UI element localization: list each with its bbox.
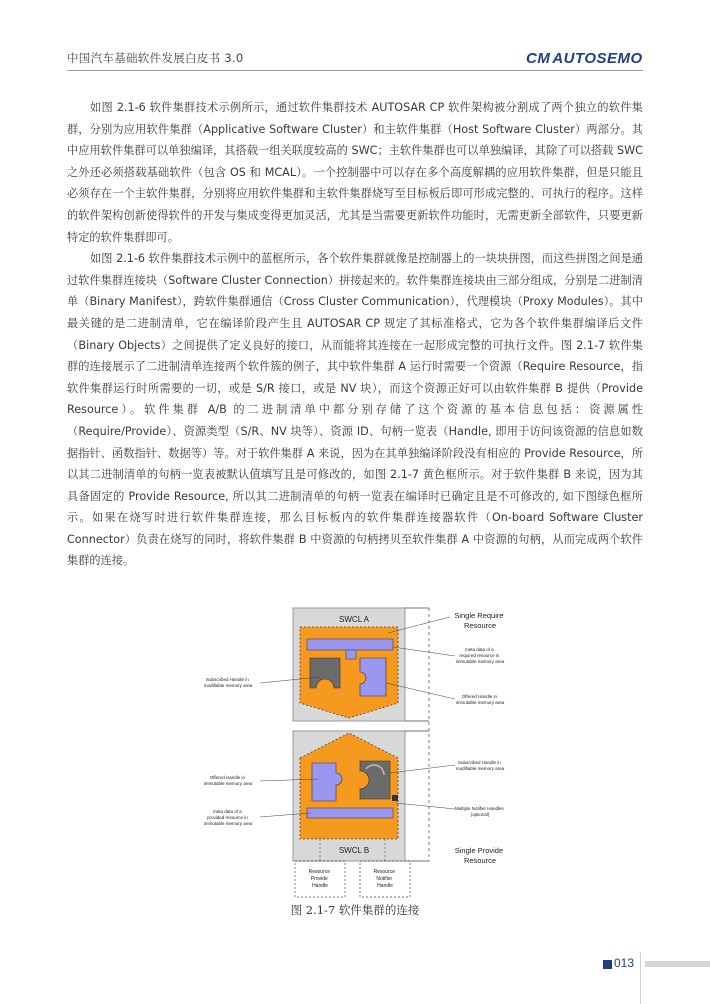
single-provide-line2: Resource xyxy=(463,856,497,865)
header-title: 中国汽车基础软件发展白皮书 3.0 xyxy=(67,51,244,65)
footer-divider xyxy=(640,952,641,1004)
resource-notifier-line2: Notifier xyxy=(376,876,393,882)
resource-provide-line2: Provide xyxy=(310,876,328,882)
offered-b-line2: immutable memory area xyxy=(203,781,253,786)
meta-required-line2: required resource in xyxy=(459,653,500,658)
resource-provide-line1: Resource xyxy=(308,869,331,875)
single-require-line2: Resource xyxy=(463,621,497,630)
single-provide-label xyxy=(455,846,505,865)
software-cluster-connection-figure xyxy=(180,603,530,903)
paragraph-1: 如图 2.1-6 软件集群技术示例所示，通过软件集群技术 AUTOSAR CP 软件架构被分割成了两个独立的软件集群，分别为应用软件集群（Applicative Software Cluster）和主软件集群（Host Software Cluster）两部分。其中应用软件集群可以单独编译，其搭载一组关联度较高的 SWC；主软件集群也可以单独编译，其除了可以搭载 SWC 之外还必须搭载基础软件（包含 OS 和 MCAL）。一个控制器中可以存在多个高度解耦的应用软件集群，但是只能且必须存在一个主软件集群，分别将应用软件集群和主软件集群烧写至目标板后即可形成完整的、可执行的程序。这样的软件架构创新使得软件的开发与集成变得更加灵活，尤其是当需要更新软件功能时，无需更新全部软件，只要更新特定的软件集群即可。 xyxy=(67,101,643,244)
meta-required-line3: immutable memory area xyxy=(455,659,505,664)
swcl-a-meta-bar xyxy=(307,639,393,650)
autosemo-logo xyxy=(526,50,643,67)
resource-notifier-line1: Resource xyxy=(373,869,396,875)
resource-provide-line3: Handle xyxy=(312,883,328,889)
offered-a-line2: immutable memory area xyxy=(455,700,505,705)
subscribed-b-line1: Subscribed Handle in xyxy=(457,760,501,765)
swcl-a-label: SWCL A xyxy=(339,615,369,624)
notifier-line1: Multiple Notifier Handles xyxy=(454,806,504,811)
figure-caption: 图 2.1-7 软件集群的连接 xyxy=(290,903,420,917)
resource-notifier-line3: Handle xyxy=(377,883,393,889)
offered-handle-a-label xyxy=(456,694,505,705)
footer-square-icon xyxy=(603,960,612,969)
single-require-line1: Single Require xyxy=(454,611,504,620)
single-require-label xyxy=(454,611,505,630)
notifier-marker xyxy=(392,795,398,801)
swcl-b-label: SWCL B xyxy=(338,846,370,855)
resource-provide-handle-label xyxy=(309,869,332,889)
footer-bar xyxy=(645,961,710,967)
subscribed-a-line1: Subscribed Handle in xyxy=(205,677,249,682)
body-text xyxy=(67,97,643,572)
meta-provided-line1: meta data of a xyxy=(212,809,242,814)
meta-provided-line3: immutable memory area xyxy=(203,821,253,826)
resource-notifier-handle-label xyxy=(374,869,397,889)
subscribed-b-line2: modifiable memory area xyxy=(455,766,505,771)
offered-b-line1: Offered Handle in xyxy=(209,775,245,780)
paragraph-2: 如图 2.1-6 软件集群技术示例中的蓝框所示，各个软件集群就像是控制器上的一块块拼图，而这些拼图之间是通过软件集群连接块（Software Cluster Connection）拼接起来的。软件集群连接块由三部分组成，分别是二进制清单（Binary Manifest），跨软件集群通信（Cross Cluster Communication），代理模块（Proxy Modules）。其中最关键的是二进制清单，它在编译阶段产生且 AUTOSAR CP 规定了其标准格式，它为各个软件集群编译后文件（Binary Objects）之间提供了定义良好的接口，从而能将其连接在一起形成完整的可执行文件。图 2.1-7 软件集群的连接展示了二进制清单连接两个软件簇的例子，其中软件集群 A 运行时需要一个资源（Require Resource，指软件集群运行时所需要的一切，或是 S/R 接口，或是 NV 块），而这个资源正好可以由软件集群 B 提供（Provide Resource）。软件集群 A/B 的二进制清单中都分别存储了这个资源的基本信息包括：资源属性（Require/Provide）、资源类型（S/R、NV 块等）、资源 ID、句柄一览表（Handle, 即用于访问该资源的信息如数据指针、函数指针、数据等）等。对于软件集群 A 来说，因为在其单独编译阶段没有相应的 Provide Resource，所以其二进制清单的句柄一览表被默认值填写且是可修改的，如图 2.1-7 黄色框所示。对于软件集群 B 来说，因为其具备固定的 Provide Resource, 所以其二进制清单的句柄一览表在编译时已确定且是不可修改的, 如下图绿色框所示。如果在烧写时进行软件集群连接，那么目标板内的软件集群连接器软件（On-board Software Cluster Connector）负责在烧写的同时，将软件集群 B 中资源的句柄拷贝至软件集群 A 中资源的句柄，从而完成两个软件集群的连接。 xyxy=(67,252,643,568)
logo-text: AUTOSEMO xyxy=(552,50,643,67)
meta-provided-label xyxy=(204,809,253,826)
notifier-handles-label xyxy=(455,806,505,817)
offered-handle-b-label xyxy=(204,775,253,786)
offered-a-line1: Offered Handle in xyxy=(461,694,497,699)
swcl-b-meta-bar xyxy=(307,808,393,818)
subscribed-handle-b-label xyxy=(456,760,505,771)
single-provide-line1: Single Provide xyxy=(454,846,504,855)
subscribed-handle-a-label xyxy=(204,677,253,688)
logo-mark: CM xyxy=(526,50,551,67)
page-number: 013 xyxy=(614,956,635,970)
meta-required-label xyxy=(456,647,505,664)
swcl-a-blue-notch xyxy=(346,650,356,659)
notifier-line2: (optional) xyxy=(470,812,490,817)
meta-required-line1: meta data of a xyxy=(464,647,494,652)
header-divider xyxy=(67,70,643,71)
meta-provided-line2: provided resource in xyxy=(206,815,248,820)
subscribed-a-line2: modifiable memory area xyxy=(203,683,253,688)
